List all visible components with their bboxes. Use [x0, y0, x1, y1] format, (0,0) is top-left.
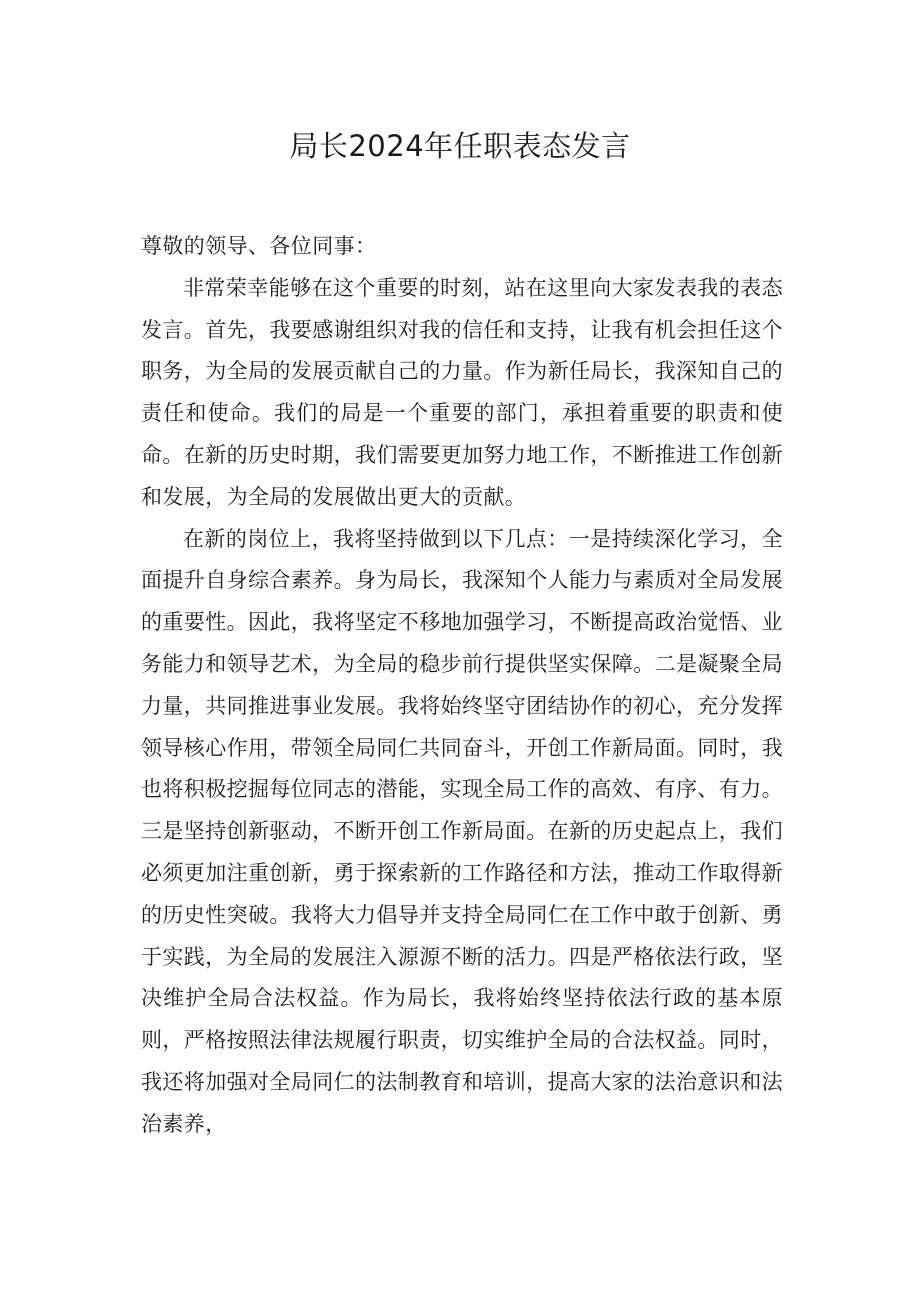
- document-body: [141, 226, 783, 1146]
- document-title: 局长2024年任职表态发言: [289, 129, 631, 163]
- salutation: 尊敬的领导、各位同事：: [141, 234, 377, 258]
- paragraph-1: 非常荣幸能够在这个重要的时刻，站在这里向大家发表我的表态发言。首先，我要感谢组织对我的信任和支持，让我有机会担任这个职务，为全局的发展贡献自己的力量。作为新任局长，我深知自己的责任和使命。我们的局是一个重要的部门，承担着重要的职责和使命。在新的历史时期，我们需要更加努力地工作，不断推进工作创新和发展，为全局的发展做出更大的贡献。: [141, 275, 783, 509]
- paragraph-2: 在新的岗位上，我将坚持做到以下几点：一是持续深化学习，全面提升自身综合素养。身为局长，我深知个人能力与素质对全局发展的重要性。因此，我将坚定不移地加强学习，不断提高政治觉悟、业务能力和领导艺术，为全局的稳步前行提供坚实保障。二是凝聚全局力量，共同推进事业发展。我将始终坚守团结协作的初心，充分发挥领导核心作用，带领全局同仁共同奋斗，开创工作新局面。同时，我也将积极挖掘每位同志的潜能，实现全局工作的高效、有序、有力。三是坚持创新驱动，不断开创工作新局面。在新的历史起点上，我们必须更加注重创新，勇于探索新的工作路径和方法，推动工作取得新的历史性突破。我将大力倡导并支持全局同仁在工作中敢于创新、勇于实践，为全局的发展注入源源不断的活力。四是严格依法行政，坚决维护全局合法权益。作为局长，我将始终坚持依法行政的基本原则，严格按照法律法规履行职责，切实维护全局的合法权益。同时，我还将加强对全局同仁的法制教育和培训，提高大家的法治意识和法治素养，: [141, 526, 783, 1136]
